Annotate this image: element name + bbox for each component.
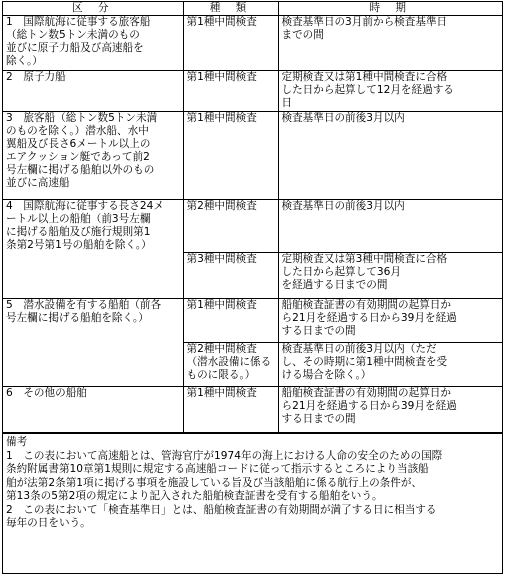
- row-period: 定期検査又は第1種中間検査に合格 した日から起算して12月を経過する 日: [278, 71, 502, 112]
- row-type-secondary: 第2種中間検査 （潜水設備に係る ものに限る。）: [183, 343, 278, 387]
- header-type: 種 類: [183, 2, 278, 16]
- row-type: 第1種中間検査: [183, 16, 278, 71]
- table-row: [3, 200, 502, 253]
- note-item: 2 この表において「検査基準日」とは、船舶検査証書の有効期間が満了する日に相当する 毎年の日をいう。: [6, 503, 437, 529]
- row-category: 1 国際航海に従事する旅客船 （総トン数5トン未満のもの 並びに原子力船及び高速船を 除く。）: [3, 16, 183, 71]
- row-category: 2 原子力船: [3, 71, 183, 112]
- row-period: 検査基準日の3月前から検査基準日 までの間: [278, 16, 502, 71]
- table-row: [3, 112, 502, 200]
- row-type: 第1種中間検査: [183, 387, 278, 433]
- row-type: 第2種中間検査: [183, 200, 278, 253]
- row-period: 船舶検査証書の有効期間の起算日か ら21月を経過する日から39月を経過 する日までの間: [278, 387, 502, 433]
- row-category: 4 国際航海に従事する長さ24メ ートル以上の船舶（前3号左欄 に掲げる船舶及び施行規則第1 条第2号第1号の船舶を除く。）: [3, 200, 183, 299]
- header-category: 区 分: [3, 2, 183, 16]
- row-period: 検査基準日の前後3月以内: [278, 200, 502, 253]
- table-row: [3, 71, 502, 112]
- notes-title: 備考: [6, 436, 28, 448]
- table-row: [3, 16, 502, 71]
- row-period-secondary: 検査基準日の前後3月以内（ただ し、その時期に第1種中間検査を受 ける場合を除く。）: [278, 343, 502, 387]
- table-header-row: [3, 2, 502, 16]
- row-type: 第1種中間検査: [183, 299, 278, 343]
- inspection-schedule-table: [3, 2, 502, 433]
- row-type: 第1種中間検査: [183, 71, 278, 112]
- row-period-secondary: 定期検査又は第3種中間検査に合格 した日から起算して36月 を経過する日までの間: [278, 253, 502, 299]
- row-category: 6 その他の船舶: [3, 387, 183, 433]
- row-period: 船舶検査証書の有効期間の起算日か ら21月を経過する日から39月を経過 する日までの間: [278, 299, 502, 343]
- note-item: 1 この表において高速船とは、管海官庁が1974年の海上における人命の安全のための国際 条約附属書第10章第1規則に規定する高速船コードに従って指示するところにより当該船 舶が法第2条第1項に掲げる事項を施設している旨及び当該船舶に係る航行上の条件が、 第13条の5第2項の規定により記入された船舶検査証書を受有する船舶をいう。: [6, 449, 443, 502]
- row-type: 第1種中間検査: [183, 112, 278, 200]
- row-category: 3 旅客船（総トン数5トン未満 のものを除く。）潜水船、水中 翼船及び長さ6メートル以上の エアクッション艇であって前2 号左欄に掲げる船舶以外のもの 並びに高速船: [3, 112, 183, 200]
- notes-section: [3, 433, 502, 531]
- table-row: [3, 299, 502, 343]
- row-type-secondary: 第3種中間検査: [183, 253, 278, 299]
- header-period: 時 期: [278, 2, 502, 16]
- row-period: 検査基準日の前後3月以内: [278, 112, 502, 200]
- regulation-table-frame: [2, 1, 503, 574]
- table-row: [3, 387, 502, 433]
- row-category: 5 潜水設備を有する船舶（前各 号左欄に掲げる船舶を除く。）: [3, 299, 183, 387]
